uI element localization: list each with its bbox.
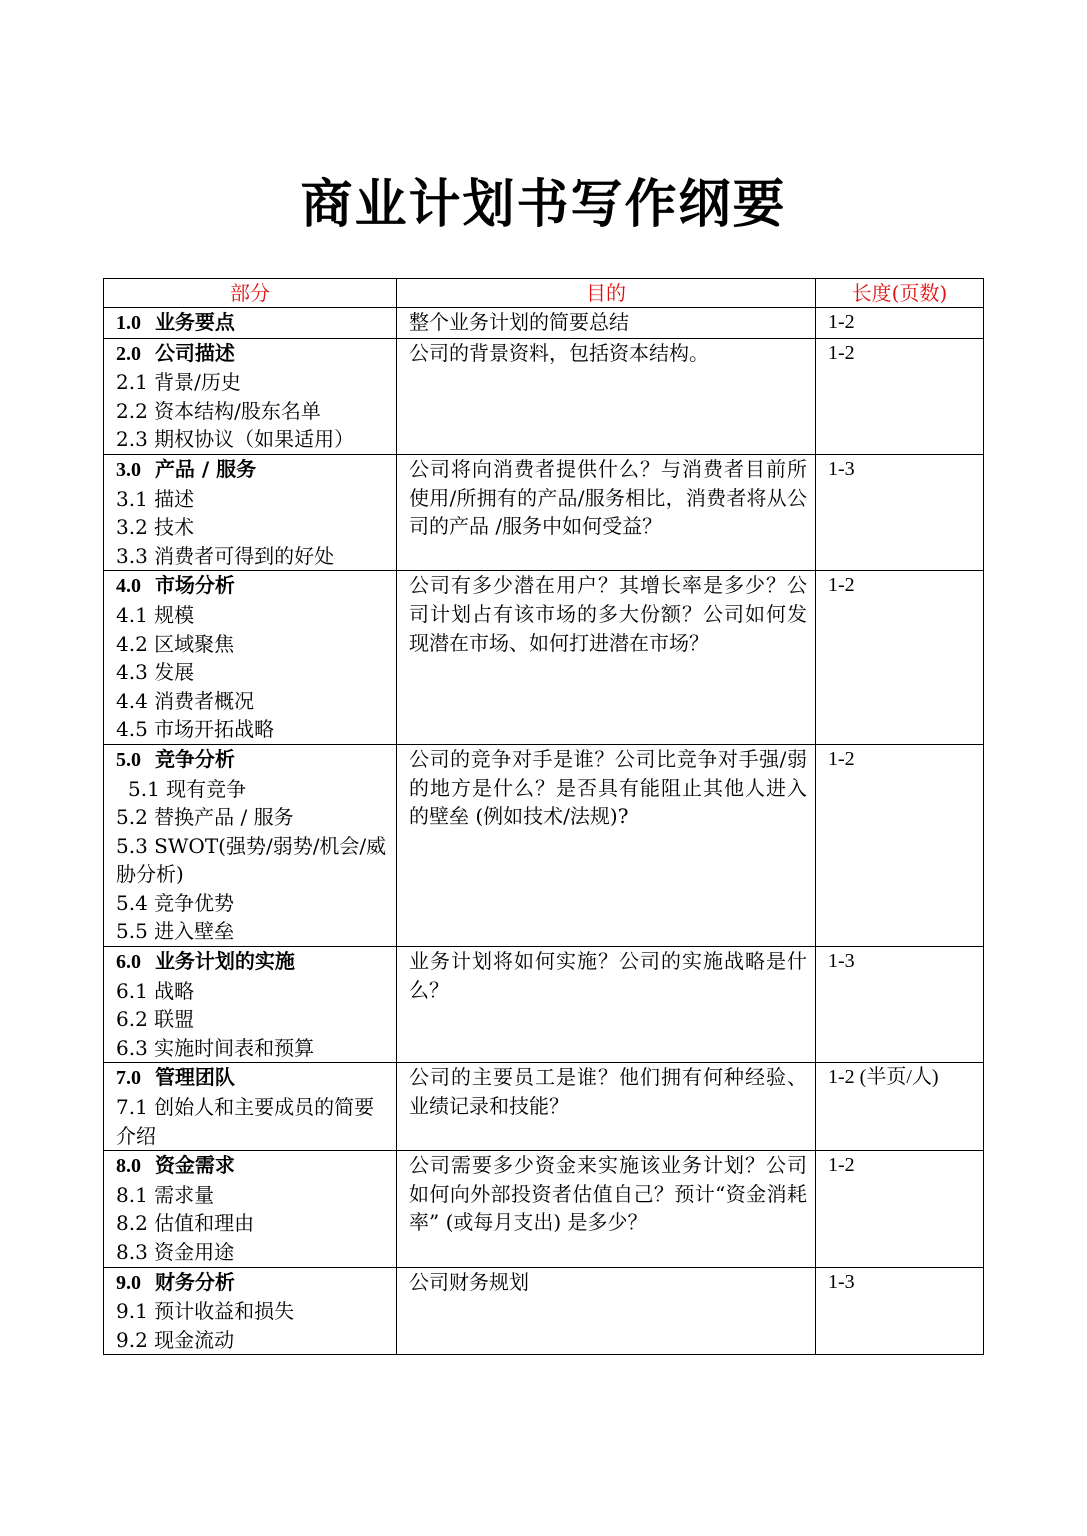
subsection-item: 5.5 进入壁垒: [116, 919, 235, 944]
table-row: [104, 947, 984, 1063]
section-cell: [104, 1063, 397, 1151]
table-row: [104, 454, 984, 570]
section-title: [116, 571, 390, 601]
section-number: 3.0: [116, 458, 141, 481]
section-number: 4.0: [116, 575, 141, 598]
purpose-text: 公司需要多少资金来实施该业务计划？公司如何向外部投资者估值自己？预计“资金消耗率” (或每月支出) 是多少？: [409, 1153, 807, 1235]
section-name: 公司描述: [154, 340, 235, 365]
subsection-item: 8.1 需求量: [116, 1182, 215, 1207]
table-row: [104, 1063, 984, 1151]
subsection-item: 8.3 资金用途: [116, 1240, 235, 1264]
length-cell: [816, 1267, 984, 1355]
subsection-item: 9.2 现金流动: [116, 1327, 235, 1352]
section-cell: [104, 308, 397, 339]
length-text: 1-3: [828, 1270, 855, 1293]
section-number: 9.0: [116, 1271, 141, 1294]
length-text: 1-3: [828, 457, 855, 480]
section-name: 竞争分析: [154, 746, 235, 771]
header-part: 部分: [104, 279, 397, 308]
section-title: [116, 745, 390, 775]
length-text: 1-2: [828, 311, 855, 333]
purpose-text: 业务计划将如何实施？公司的实施战略是什么？: [409, 949, 807, 1002]
section-name: 财务分析: [154, 1269, 235, 1294]
subsection-item: 6.3 实施时间表和预算: [116, 1035, 315, 1060]
section-number: 6.0: [116, 951, 141, 974]
section-name: 业务计划的实施: [154, 949, 295, 974]
section-cell: [104, 947, 397, 1063]
subsection-item: 6.1 战略: [116, 978, 195, 1003]
purpose-cell: [397, 744, 816, 946]
header-purpose: 目的: [397, 279, 816, 308]
section-title: [116, 947, 390, 977]
subsection-item: 5.1 现有竞争: [128, 776, 247, 801]
subsection-item: 5.4 竞争优势: [116, 890, 235, 915]
purpose-cell: [397, 571, 816, 745]
subsection-item: 5.3 SWOT(强势/弱势/机会/威胁分析): [116, 833, 387, 887]
purpose-text: 公司的竞争对手是谁？公司比竞争对手强/弱的地方是什么？是否具有能阻止其他人进入的壁垒 (例如技术/法规)?: [409, 746, 807, 829]
document-title: 商业计划书写作纲要: [300, 175, 787, 235]
subsection-item: 3.2 技术: [116, 515, 195, 540]
subsection-item: 4.4 消费者概况: [116, 688, 255, 713]
section-number: 5.0: [116, 748, 141, 771]
purpose-cell: [397, 1151, 816, 1267]
section-number: 2.0: [116, 342, 141, 365]
table-row: [104, 338, 984, 454]
subsection-item: 4.2 区域聚焦: [116, 631, 235, 656]
section-cell: [104, 338, 397, 454]
section-title: [116, 1063, 390, 1093]
purpose-text: 公司的背景资料，包括资本结构。: [409, 340, 709, 365]
subsection-item: 8.2 估值和理由: [116, 1211, 255, 1236]
length-cell: [816, 571, 984, 745]
section-title: [116, 1268, 390, 1298]
subsection-item: 5.2 替换产品 / 服务: [116, 805, 294, 830]
subsection-item: 4.3 发展: [116, 660, 195, 685]
purpose-text: 公司的主要员工是谁？他们拥有何种经验、业绩记录和技能？: [409, 1065, 807, 1119]
section-name: 产品 / 服务: [154, 456, 257, 481]
subsection-item: 4.5 市场开拓战略: [116, 717, 275, 742]
length-cell: [816, 947, 984, 1063]
length-text: 1-2: [828, 1154, 855, 1177]
section-name: 业务要点: [154, 310, 235, 334]
section-cell: [104, 1267, 397, 1355]
purpose-text: 整个业务计划的简要总结: [409, 310, 629, 334]
purpose-cell: [397, 1267, 816, 1355]
section-title: [116, 455, 390, 485]
subsection-item: 9.1 预计收益和损失: [116, 1299, 295, 1324]
section-title: [116, 1151, 390, 1181]
purpose-cell: [397, 308, 816, 339]
subsection-item: 2.3 期权协议（如果适用）: [116, 427, 355, 452]
length-text: 1-2 (半页/人): [828, 1066, 939, 1089]
length-cell: [816, 454, 984, 570]
section-title: [116, 308, 390, 338]
subsection-item: 7.1 创始人和主要成员的简要介绍: [116, 1095, 375, 1148]
purpose-cell: [397, 338, 816, 454]
header-length: 长度(页数): [816, 279, 984, 308]
subsection-item: 2.2 资本结构/股东名单: [116, 398, 321, 423]
length-cell: [816, 308, 984, 339]
subsection-item: 6.2 联盟: [116, 1007, 195, 1032]
section-name: 管理团队: [154, 1065, 235, 1090]
purpose-text: 公司有多少潜在用户？其增长率是多少？公司计划占有该市场的多大份额？公司如何发现潜在市场、如何打进潜在市场？: [409, 573, 807, 655]
subsection-item: 4.1 规模: [116, 602, 195, 627]
length-cell: [816, 338, 984, 454]
purpose-cell: [397, 947, 816, 1063]
length-text: 1-2: [828, 341, 855, 364]
section-number: 8.0: [116, 1155, 141, 1178]
length-cell: [816, 1151, 984, 1267]
section-name: 资金需求: [154, 1153, 235, 1178]
outline-table: [103, 278, 984, 1355]
table-row: [104, 571, 984, 745]
length-text: 1-2: [828, 747, 855, 770]
table-row: [104, 744, 984, 946]
subsection-item: 2.1 背景/历史: [116, 370, 241, 395]
section-cell: [104, 744, 397, 946]
section-name: 市场分析: [154, 573, 235, 598]
table-row: [104, 1151, 984, 1267]
table-row: [104, 1267, 984, 1355]
section-title: [116, 339, 390, 369]
table-row: [104, 308, 984, 339]
subsection-item: 3.3 消费者可得到的好处: [116, 543, 335, 568]
subsection-item: 3.1 描述: [116, 486, 195, 511]
section-cell: [104, 1151, 397, 1267]
section-cell: [104, 571, 397, 745]
length-text: 1-3: [828, 950, 855, 973]
length-text: 1-2: [828, 574, 855, 597]
section-number: 1.0: [116, 312, 141, 334]
outline-body: [104, 308, 984, 1355]
purpose-cell: [397, 1063, 816, 1151]
section-cell: [104, 454, 397, 570]
purpose-cell: [397, 454, 816, 570]
section-number: 7.0: [116, 1067, 141, 1090]
purpose-text: 公司将向消费者提供什么？与消费者目前所使用/所拥有的产品/服务相比，消费者将从公司的产品 /服务中如何受益？: [409, 456, 807, 539]
header-row: [104, 279, 984, 308]
length-cell: [816, 1063, 984, 1151]
purpose-text: 公司财务规划: [409, 1269, 529, 1294]
length-cell: [816, 744, 984, 946]
